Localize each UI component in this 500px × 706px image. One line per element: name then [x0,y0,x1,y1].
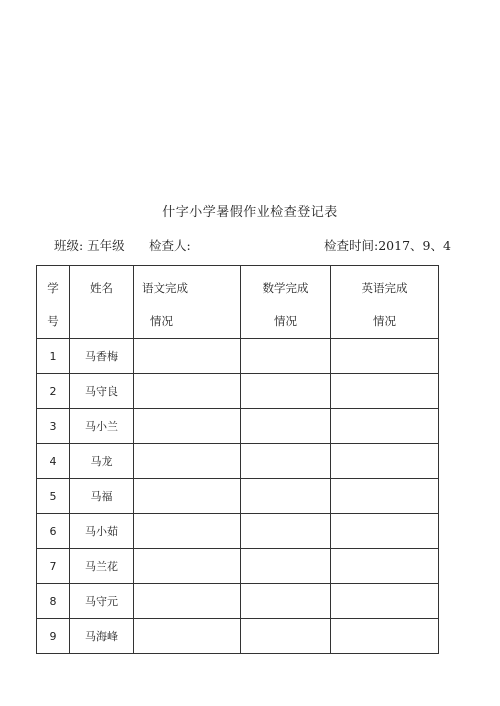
student-id-cell: 8 [37,584,70,619]
table-row [37,619,439,654]
student-name-cell: 马福 [70,479,134,514]
table-row [37,479,439,514]
chinese-status-cell[interactable] [134,514,241,549]
english-status-cell[interactable] [331,374,439,409]
inspector-label: 检查人: [149,238,191,253]
math-status-cell[interactable] [241,549,331,584]
math-status-cell[interactable] [241,339,331,374]
chinese-status-cell[interactable] [134,444,241,479]
student-id-cell: 9 [37,619,70,654]
student-id-cell: 6 [37,514,70,549]
header-student-id [37,266,70,339]
header-chinese-line1: 语文完成 [142,281,188,295]
form-title: 什字小学暑假作业检查登记表 [162,205,338,220]
english-status-cell[interactable] [331,409,439,444]
chinese-status-cell[interactable] [134,479,241,514]
header-chinese [134,266,241,339]
student-name-cell: 马香梅 [70,339,134,374]
table-row [37,584,439,619]
chinese-status-cell[interactable] [134,374,241,409]
english-status-cell[interactable] [331,444,439,479]
header-chinese-line2: 情况 [150,314,173,328]
chinese-status-cell[interactable] [134,549,241,584]
student-name-cell: 马守良 [70,374,134,409]
table-row [37,549,439,584]
math-status-cell[interactable] [241,374,331,409]
student-name-cell: 马小兰 [70,409,134,444]
math-status-cell[interactable] [241,584,331,619]
header-student-id-line2: 号 [47,314,59,328]
header-math-line2: 情况 [274,314,297,328]
english-status-cell[interactable] [331,339,439,374]
chinese-status-cell[interactable] [134,339,241,374]
english-status-cell[interactable] [331,619,439,654]
table-row [37,514,439,549]
english-status-cell[interactable] [331,549,439,584]
student-id-cell: 4 [37,444,70,479]
header-english [331,266,439,339]
header-english-line2: 情况 [373,314,396,328]
english-status-cell[interactable] [331,584,439,619]
header-name [70,266,134,339]
math-status-cell[interactable] [241,514,331,549]
student-id-cell: 2 [37,374,70,409]
chinese-status-cell[interactable] [134,584,241,619]
table-row [37,409,439,444]
student-id-cell: 1 [37,339,70,374]
table-header-row [37,266,439,339]
english-status-cell[interactable] [331,514,439,549]
header-name-label: 姓名 [90,281,113,295]
student-id-cell: 5 [37,479,70,514]
student-id-cell: 3 [37,409,70,444]
math-status-cell[interactable] [241,444,331,479]
chinese-status-cell[interactable] [134,409,241,444]
math-status-cell[interactable] [241,479,331,514]
student-name-cell: 马龙 [70,444,134,479]
table-row [37,374,439,409]
english-status-cell[interactable] [331,479,439,514]
header-english-line1: 英语完成 [361,281,408,295]
class-label: 班级: 五年级 [54,238,125,253]
student-name-cell: 马小茹 [70,514,134,549]
table-row [37,339,439,374]
student-id-cell: 7 [37,549,70,584]
student-name-cell: 马兰花 [70,549,134,584]
table-row [37,444,439,479]
header-math [241,266,331,339]
inspection-date-label: 检查时间:2017、9、4 [324,238,451,253]
homework-check-table [36,265,439,654]
header-student-id-line1: 学 [47,281,59,295]
chinese-status-cell[interactable] [134,619,241,654]
student-name-cell: 马海峰 [70,619,134,654]
student-name-cell: 马守元 [70,584,134,619]
math-status-cell[interactable] [241,619,331,654]
header-math-line1: 数学完成 [262,281,309,295]
math-status-cell[interactable] [241,409,331,444]
